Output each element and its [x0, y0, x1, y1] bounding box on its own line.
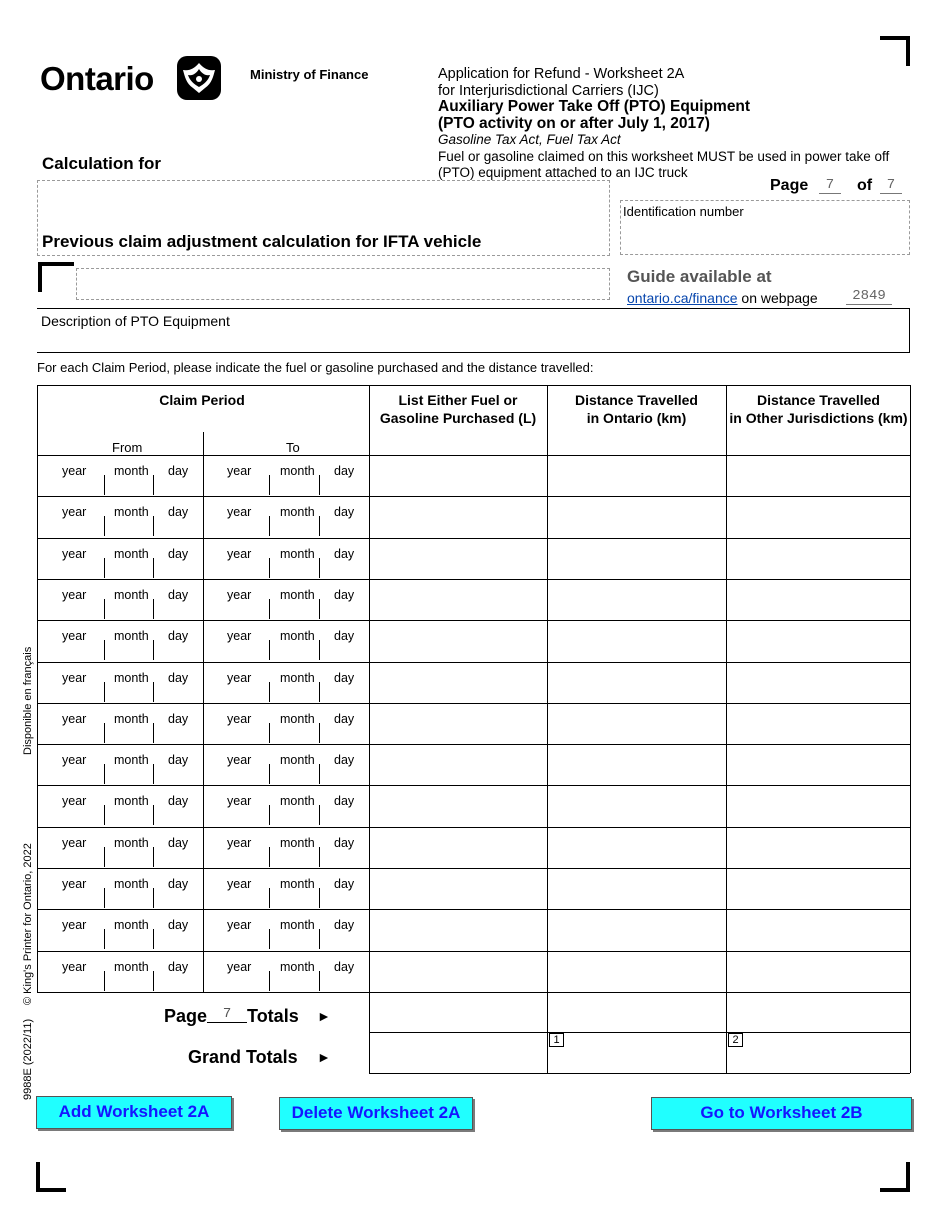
row-divider — [37, 868, 910, 869]
date-part-label: day — [334, 670, 355, 685]
ontario-logo-text: Ontario — [40, 60, 154, 97]
date-separator-tick — [104, 888, 105, 908]
date-part-label: month — [114, 835, 149, 850]
page-total-field[interactable]: 7 — [880, 177, 902, 194]
delete-worksheet-button[interactable]: Delete Worksheet 2A — [279, 1097, 473, 1130]
date-part-label: month — [114, 711, 149, 726]
acts-text: Gasoline Tax Act, Fuel Tax Act — [438, 132, 621, 147]
date-separator-tick — [104, 805, 105, 825]
date-part-label: day — [168, 753, 189, 768]
corner-mark-br — [880, 1188, 910, 1192]
pto-description-field[interactable] — [37, 308, 910, 353]
date-part-label: month — [280, 794, 315, 809]
date-separator-tick — [269, 723, 270, 743]
row-divider — [37, 703, 910, 704]
date-separator-tick — [153, 764, 154, 784]
date-part-label: year — [62, 794, 87, 809]
row-divider — [37, 496, 910, 497]
french-availability-text: Disponible en français — [22, 646, 34, 755]
date-separator-tick — [319, 682, 320, 702]
title-bold-2: (PTO activity on or after July 1, 2017) — [438, 114, 710, 132]
date-part-label: day — [168, 587, 189, 602]
date-part-label: year — [62, 546, 87, 561]
from-to-divider — [203, 432, 204, 992]
date-part-label: day — [168, 464, 189, 478]
date-separator-tick — [153, 971, 154, 991]
date-part-label: month — [114, 877, 149, 891]
fuel-column-header — [369, 391, 547, 427]
date-part-label: day — [168, 629, 189, 644]
date-separator-tick — [153, 475, 154, 495]
other-distance-header — [726, 391, 911, 427]
date-part-label: year — [227, 546, 252, 561]
date-part-label: year — [227, 670, 252, 685]
page-label: Page — [770, 177, 809, 194]
date-part-label: year — [62, 629, 87, 644]
grand-totals-bottom — [369, 1073, 910, 1074]
date-separator-tick — [269, 764, 270, 784]
table-left-border — [37, 385, 38, 992]
date-separator-tick — [104, 640, 105, 660]
other-header-line-2: in Other Jurisdictions (km) — [729, 410, 908, 426]
date-part-label: day — [168, 877, 189, 891]
guide-link[interactable]: ontario.ca/finance — [627, 290, 738, 306]
date-separator-tick — [104, 929, 105, 949]
date-separator-tick — [319, 847, 320, 867]
from-label: From — [112, 440, 143, 455]
column-divider — [547, 385, 548, 1073]
page-totals-arrow-icon: ► — [317, 1008, 331, 1024]
row-divider — [37, 579, 910, 580]
date-part-label: day — [168, 546, 189, 561]
date-part-label: year — [62, 670, 87, 685]
date-part-label: year — [227, 464, 252, 478]
add-worksheet-button[interactable]: Add Worksheet 2A — [36, 1096, 232, 1129]
date-part-label: year — [62, 835, 87, 850]
date-part-label: month — [280, 546, 315, 561]
row-divider — [37, 620, 910, 621]
date-separator-tick — [269, 640, 270, 660]
date-part-label: year — [62, 711, 87, 726]
column-divider — [369, 385, 370, 1073]
date-separator-tick — [319, 640, 320, 660]
notice-line-2: (PTO) equipment attached to an IJC truck — [438, 165, 688, 180]
date-part-label: day — [334, 505, 355, 520]
title-line-1: Application for Refund - Worksheet 2A — [438, 66, 685, 82]
table-right-border — [910, 385, 911, 1073]
guide-heading: Guide available at — [627, 267, 772, 286]
date-separator-tick — [319, 971, 320, 991]
date-part-label: year — [62, 505, 87, 520]
date-separator-tick — [153, 929, 154, 949]
date-part-label: year — [62, 877, 87, 891]
date-separator-tick — [319, 805, 320, 825]
date-separator-tick — [153, 805, 154, 825]
date-part-label: day — [334, 794, 355, 809]
date-part-label: year — [227, 629, 252, 644]
date-part-label: month — [114, 918, 149, 933]
date-separator-tick — [269, 847, 270, 867]
date-part-label: month — [114, 670, 149, 685]
date-part-label: month — [280, 711, 315, 726]
date-part-label: month — [280, 464, 315, 478]
ontario-header-line-2: in Ontario (km) — [586, 410, 687, 426]
date-separator-tick — [153, 599, 154, 619]
trillium-icon — [176, 55, 222, 101]
on-webpage-label: on webpage — [741, 290, 818, 306]
title-bold-1: Auxiliary Power Take Off (PTO) Equipment — [438, 98, 751, 115]
date-part-label: year — [227, 711, 252, 726]
other-header-line-1: Distance Travelled — [757, 392, 880, 408]
row-divider — [37, 827, 910, 828]
form-title-block — [438, 66, 918, 182]
box-1-label: 1 — [549, 1033, 564, 1047]
row-divider — [37, 909, 910, 910]
date-separator-tick — [153, 888, 154, 908]
corner-mark-bl — [36, 1188, 66, 1192]
date-part-label: year — [227, 918, 252, 933]
instruction-text: For each Claim Period, please indicate the fuel or gasoline purchased and the distance travelled: — [37, 360, 594, 375]
date-separator-tick — [153, 847, 154, 867]
date-part-label: year — [227, 753, 252, 768]
table-top-border — [37, 385, 910, 386]
row-divider — [37, 785, 910, 786]
date-separator-tick — [319, 475, 320, 495]
ontario-header-line-1: Distance Travelled — [575, 392, 698, 408]
date-part-label: month — [114, 794, 149, 809]
date-separator-tick — [269, 805, 270, 825]
date-part-label: month — [280, 629, 315, 644]
grand-totals-arrow-icon: ► — [317, 1049, 331, 1065]
date-separator-tick — [319, 888, 320, 908]
date-part-label: day — [334, 629, 355, 644]
date-separator-tick — [104, 682, 105, 702]
ontario-distance-header — [547, 391, 726, 427]
date-part-label: day — [168, 918, 189, 933]
date-part-label: day — [168, 711, 189, 726]
date-part-label: day — [334, 959, 355, 974]
date-part-label: day — [168, 670, 189, 685]
date-separator-tick — [104, 971, 105, 991]
box-2-label: 2 — [728, 1033, 743, 1047]
date-separator-tick — [269, 888, 270, 908]
adjustment-label: Previous claim adjustment calculation for IFTA vehicle — [42, 232, 482, 251]
date-part-label: month — [280, 959, 315, 974]
date-separator-tick — [319, 516, 320, 536]
date-part-label: year — [62, 464, 87, 478]
row-divider — [37, 744, 910, 745]
totals-label: Totals — [247, 1006, 299, 1026]
date-part-label: year — [62, 587, 87, 602]
pto-description-label: Description of PTO Equipment — [41, 313, 230, 329]
vehicle-input-field[interactable] — [76, 268, 610, 300]
totals-page-label: Page — [164, 1006, 208, 1026]
date-part-label: month — [280, 670, 315, 685]
date-separator-tick — [153, 516, 154, 536]
date-separator-tick — [269, 558, 270, 578]
date-separator-tick — [153, 723, 154, 743]
date-separator-tick — [104, 599, 105, 619]
date-part-label: month — [280, 835, 315, 850]
date-part-label: month — [280, 918, 315, 933]
date-part-label: day — [334, 835, 355, 850]
date-part-label: day — [334, 877, 355, 891]
date-part-label: year — [227, 794, 252, 809]
date-part-label: year — [62, 959, 87, 974]
date-part-label: month — [114, 505, 149, 520]
copyright-text: © King's Printer for Ontario, 2022 — [22, 843, 34, 1005]
date-separator-tick — [269, 475, 270, 495]
date-part-label: day — [334, 918, 355, 933]
date-part-label: day — [168, 835, 189, 850]
ministry-name: Ministry of Finance — [250, 67, 369, 82]
date-part-label: year — [227, 877, 252, 891]
corner-mark-mid — [38, 262, 42, 292]
date-separator-tick — [319, 764, 320, 784]
date-part-label: month — [114, 753, 149, 768]
date-separator-tick — [319, 723, 320, 743]
date-part-label: year — [62, 918, 87, 933]
date-separator-tick — [153, 558, 154, 578]
date-separator-tick — [104, 516, 105, 536]
column-divider — [726, 385, 727, 1073]
date-part-label: month — [114, 629, 149, 644]
date-part-label: month — [114, 546, 149, 561]
date-part-label: month — [114, 464, 149, 478]
date-part-label: day — [334, 711, 355, 726]
of-label: of — [857, 177, 873, 194]
date-separator-tick — [153, 682, 154, 702]
page-number-field[interactable]: 7 — [819, 177, 841, 194]
date-part-label: year — [227, 587, 252, 602]
date-part-label: day — [168, 505, 189, 520]
calculation-for-label: Calculation for — [42, 154, 162, 173]
date-part-label: day — [334, 546, 355, 561]
row-divider — [37, 538, 910, 539]
date-separator-tick — [319, 599, 320, 619]
date-separator-tick — [269, 929, 270, 949]
date-separator-tick — [104, 723, 105, 743]
webpage-number: 2849 — [846, 288, 892, 305]
fuel-header-line-1: List Either Fuel or — [398, 392, 518, 408]
totals-divider — [369, 1032, 910, 1033]
totals-page-number: 7 — [207, 1006, 247, 1023]
date-part-label: year — [62, 753, 87, 768]
date-part-label: month — [114, 587, 149, 602]
claim-period-header: Claim Period — [159, 392, 245, 408]
date-part-label: year — [227, 959, 252, 974]
date-part-label: month — [280, 587, 315, 602]
row-divider — [37, 992, 910, 993]
guide-link-line — [627, 290, 818, 306]
date-separator-tick — [104, 558, 105, 578]
date-part-label: year — [227, 835, 252, 850]
date-part-label: month — [280, 753, 315, 768]
corner-mark-mid — [38, 262, 74, 266]
date-separator-tick — [153, 640, 154, 660]
corner-mark-tr — [906, 36, 910, 66]
to-label: To — [286, 440, 300, 455]
date-separator-tick — [269, 599, 270, 619]
date-separator-tick — [269, 516, 270, 536]
date-part-label: month — [114, 959, 149, 974]
date-part-label: day — [334, 464, 355, 478]
grand-totals-label: Grand Totals — [188, 1047, 298, 1067]
date-separator-tick — [319, 929, 320, 949]
date-separator-tick — [104, 764, 105, 784]
date-separator-tick — [104, 847, 105, 867]
date-part-label: month — [280, 877, 315, 891]
date-separator-tick — [104, 475, 105, 495]
page-totals-label — [164, 1006, 299, 1027]
date-part-label: year — [227, 505, 252, 520]
date-part-label: day — [334, 753, 355, 768]
goto-worksheet-2b-button[interactable]: Go to Worksheet 2B — [651, 1097, 912, 1130]
fuel-header-line-2: Gasoline Purchased (L) — [379, 410, 537, 426]
date-separator-tick — [319, 558, 320, 578]
date-separator-tick — [269, 971, 270, 991]
identification-label: Identification number — [623, 204, 744, 219]
date-part-label: month — [280, 505, 315, 520]
row-divider — [37, 455, 910, 456]
title-line-2: for Interjurisdictional Carriers (IJC) — [438, 82, 659, 99]
date-part-label: day — [334, 587, 355, 602]
row-divider — [37, 951, 910, 952]
identification-field[interactable] — [620, 200, 910, 255]
form-number-text: 9988E (2022/11) — [22, 1018, 34, 1100]
row-divider — [37, 662, 910, 663]
date-separator-tick — [269, 682, 270, 702]
date-part-label: day — [168, 959, 189, 974]
date-part-label: day — [168, 794, 189, 809]
notice-line-1: Fuel or gasoline claimed on this worksheet MUST be used in power take off — [438, 148, 890, 164]
